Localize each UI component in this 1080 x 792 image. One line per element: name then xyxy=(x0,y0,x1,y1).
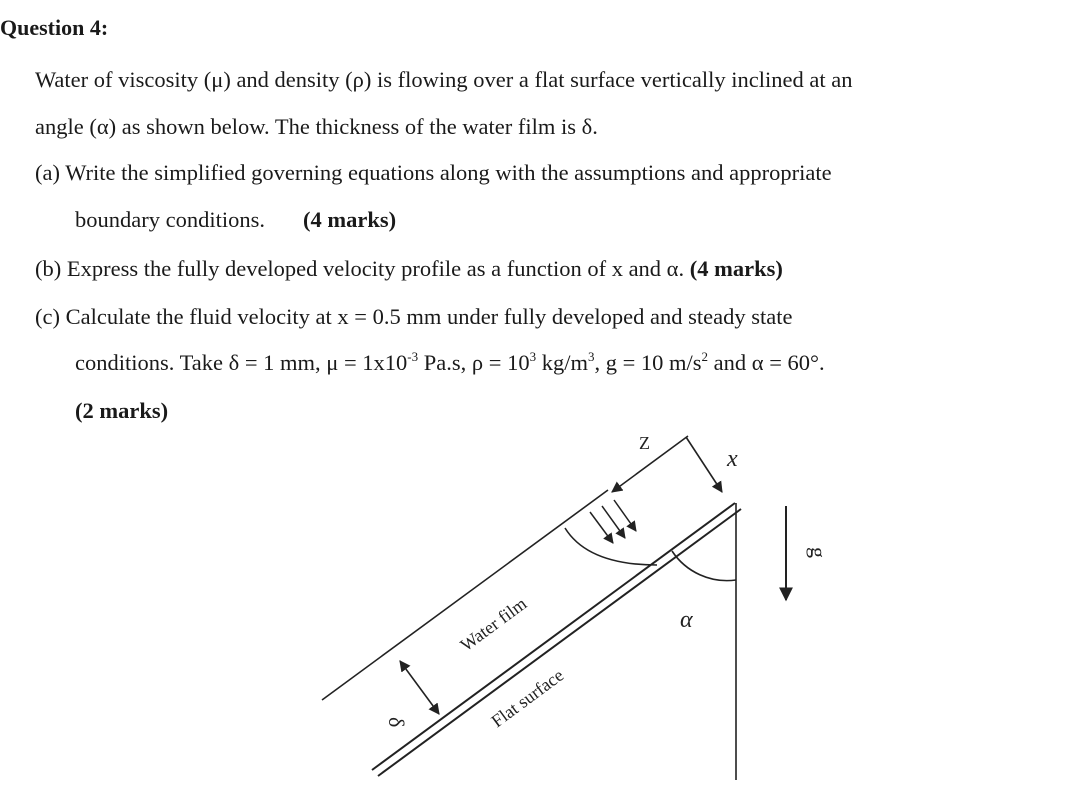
question-heading: Question 4: xyxy=(0,15,109,40)
part-a-line-1: (a) Write the simplified governing equations along with the assumptions and appropriate xyxy=(35,160,832,185)
part-b-text: (b) Express the fully developed velocity profile as a function of x and α. xyxy=(35,256,685,281)
x-axis-arrow xyxy=(686,437,722,492)
alpha-label: α xyxy=(680,607,693,633)
gravity-label: g xyxy=(806,547,831,558)
flat-surface-line-inner xyxy=(378,509,741,776)
part-c-line-1: (c) Calculate the fluid velocity at x = 0.5 mm under fully developed and steady state xyxy=(35,304,793,329)
part-c-l2-b: Pa.s, ρ = 10 xyxy=(418,350,530,375)
part-a-text: boundary conditions. xyxy=(75,207,265,232)
part-c-marks: (2 marks) xyxy=(75,398,169,423)
part-c-exp-2: 3 xyxy=(529,349,537,364)
part-a-marks: (4 marks) xyxy=(302,207,397,232)
part-c-l2-d: , g = 10 m/s xyxy=(594,350,702,375)
velocity-profile-curve xyxy=(565,528,657,565)
water-film-surface xyxy=(322,490,608,700)
intro-line-1: Water of viscosity (μ) and density (ρ) is flowing over a flat surface vertically inclined at an xyxy=(35,67,853,92)
x-axis-label: x xyxy=(727,446,738,472)
z-axis-label: Z xyxy=(639,433,650,453)
part-c-exp-3: 3 xyxy=(587,349,595,364)
part-c-exp-4: 2 xyxy=(701,349,709,364)
flat-surface-line-outer xyxy=(372,503,735,770)
delta-label: δ xyxy=(384,717,409,728)
part-c-exp-1: -3 xyxy=(407,349,419,364)
alpha-angle-arc xyxy=(672,551,736,581)
part-b-marks: (4 marks) xyxy=(689,256,783,281)
part-c-l2-c: kg/m xyxy=(536,350,588,375)
intro-line-2: angle (α) as shown below. The thickness of the water film is δ. xyxy=(35,114,598,139)
part-c-l2-e: and α = 60°. xyxy=(708,350,825,375)
part-c-l2-a: conditions. Take δ = 1 mm, μ = 1x10 xyxy=(75,350,408,375)
flat-surface-label: Flat surface xyxy=(487,664,568,732)
z-axis-arrow xyxy=(612,436,688,492)
delta-thickness-arrow xyxy=(400,661,439,714)
water-film-label: Water film xyxy=(456,593,531,656)
